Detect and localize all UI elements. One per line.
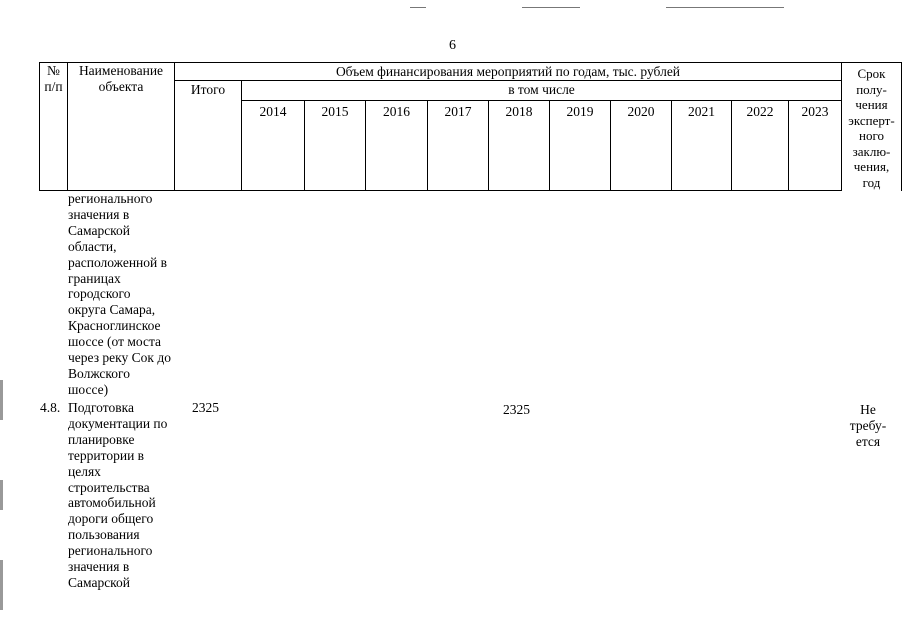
header-deadline-line: чения,	[853, 159, 890, 174]
name-line: расположенной в	[68, 254, 167, 270]
name-line: области,	[68, 238, 117, 254]
row-4-8-value-2018: 2325	[503, 402, 530, 417]
name-line: Подготовка	[68, 400, 134, 415]
row-4-8-number: 4.8.	[40, 400, 61, 415]
name-line: Красноглинское	[68, 318, 161, 334]
name-line: целях	[68, 463, 101, 479]
row-4-8-name	[68, 400, 178, 591]
page-number: 6	[449, 38, 456, 53]
scan-edge-mark	[0, 560, 3, 610]
name-line: регионального	[68, 191, 153, 206]
header-deadline	[842, 66, 901, 190]
header-year-2016: 2016	[383, 104, 410, 119]
name-line: Самарской	[68, 574, 131, 590]
name-line: округа Самара,	[68, 302, 156, 318]
header-name: Наименование объекта	[78, 63, 164, 94]
header-year-2020: 2020	[627, 104, 655, 119]
name-line: значения в	[68, 206, 130, 222]
header-including: в том числе	[508, 82, 575, 97]
header-deadline-line: ного	[859, 128, 884, 143]
name-line: планировке	[68, 431, 135, 447]
header-year-2019: 2019	[566, 104, 594, 119]
name-line: шоссе (от моста	[68, 334, 162, 350]
name-line: пользования	[68, 527, 140, 543]
header-deadline-line: эксперт-	[848, 112, 895, 128]
scan-artifact-line	[666, 7, 784, 8]
header-deadline-line: год	[862, 174, 881, 190]
name-line: значения в	[68, 559, 130, 575]
header-year-2014: 2014	[259, 104, 287, 119]
header-deadline-line: заклю-	[852, 143, 891, 159]
header-year-2022: 2022	[746, 104, 774, 119]
header-year-2023: 2023	[801, 104, 829, 119]
name-line: автомобильной	[68, 495, 156, 511]
name-line: регионального	[68, 543, 153, 559]
table-header	[39, 62, 902, 191]
header-year-2018: 2018	[505, 104, 533, 119]
header-year-2015: 2015	[321, 104, 349, 119]
deadline-line: ется	[855, 434, 881, 449]
name-line: границах	[68, 270, 121, 286]
scan-artifact-line	[410, 7, 426, 8]
name-line: городского	[68, 286, 131, 302]
header-number: № п/п	[44, 63, 63, 94]
scan-edge-mark	[0, 480, 3, 510]
name-line: документации по	[68, 415, 168, 431]
header-deadline-line: полу-	[856, 81, 887, 97]
deadline-line: Не	[860, 402, 876, 417]
continued-row-name	[68, 191, 178, 398]
deadline-line: требу-	[849, 418, 887, 433]
name-line: дороги общего	[68, 511, 154, 527]
header-deadline-line: чения	[855, 97, 888, 112]
name-line: Волжского	[68, 365, 130, 381]
name-line: через реку Сок до	[68, 350, 171, 366]
name-line: строительства	[68, 479, 150, 495]
header-total: Итого	[190, 82, 226, 97]
header-funding-group: Объем финансирования мероприятий по годам, тыс. рублей	[335, 64, 681, 79]
header-year-2021: 2021	[688, 104, 715, 119]
row-4-8-deadline	[838, 402, 898, 450]
name-line: территории в	[68, 447, 145, 463]
scan-edge-mark	[0, 380, 3, 420]
header-year-2017: 2017	[444, 104, 472, 119]
name-line: Самарской	[68, 222, 131, 238]
row-4-8-total: 2325	[192, 400, 219, 415]
header-deadline-line: Срок	[857, 66, 886, 81]
name-line: шоссе)	[68, 381, 109, 397]
scan-artifact-line	[522, 7, 580, 8]
